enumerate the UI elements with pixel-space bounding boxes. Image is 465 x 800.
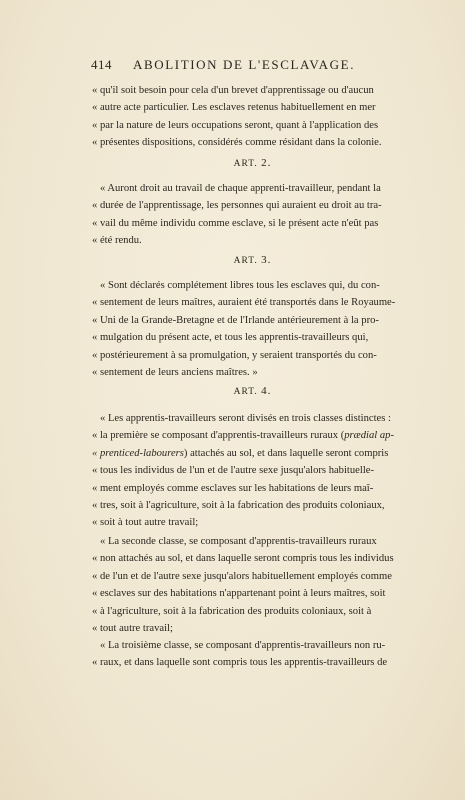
article-heading-4 <box>0 385 465 397</box>
text-line: « tout autre travail; <box>92 622 173 634</box>
text-line: « de l'un et de l'autre sexe jusqu'alors habituellement employés comme <box>92 570 392 582</box>
article-number: 3. <box>261 254 272 266</box>
text-line: « ment employés comme esclaves sur les habitations de leurs maî- <box>92 482 374 494</box>
text-line: « Les apprentis-travailleurs seront divisés en trois classes distinctes : <box>100 413 391 424</box>
paragraph-continuation <box>92 82 442 152</box>
text-line: « été rendu. <box>92 235 142 247</box>
text-line: « vail du même individu comme esclave, si le présent acte n'eût pas <box>92 217 379 229</box>
text-line: « à l'agriculture, soit à la fabrication des produits coloniaux, soit à <box>92 605 372 617</box>
article-4-text <box>92 410 442 532</box>
article-heading-3 <box>0 254 465 266</box>
text-line: « postérieurement à sa promulgation, y seraient transportés du con- <box>92 349 377 361</box>
page-header <box>91 57 391 75</box>
article-number: 4. <box>261 385 272 397</box>
running-title: ABOLITION DE L'ESCLAVAGE. <box>133 57 356 72</box>
text-line: « raux, et dans laquelle sont compris tous les apprentis-travailleurs de <box>92 657 388 669</box>
article-heading-2 <box>0 157 465 169</box>
text-line: « Auront droit au travail de chaque apprenti-travailleur, pendant la <box>100 183 381 194</box>
article-label: ART. <box>233 256 258 266</box>
text-line: « autre acte particulier. Les esclaves retenus habituellement en mer <box>92 102 376 114</box>
text-line: « Uni de la Grande-Bretagne et de l'Irlande antérieurement à la pro- <box>92 314 379 326</box>
text-line: « sentement de leurs anciens maîtres. » <box>92 366 258 378</box>
text-line: « non attachés au sol, et dans laquelle seront compris tous les individus <box>92 553 394 565</box>
text-line: « la première se composant d'apprentis-travailleurs ruraux (prædial ap- <box>92 430 394 442</box>
article-label: ART. <box>233 387 258 397</box>
article-2-text <box>92 180 442 250</box>
text-line: « tres, soit à l'agriculture, soit à la fabrication des produits coloniaux, <box>92 499 385 511</box>
text-line: « qu'il soit besoin pour cela d'un brevet d'apprentissage ou d'aucun <box>92 85 374 96</box>
third-class-paragraph <box>92 637 442 672</box>
page-number: 414 <box>91 57 112 72</box>
text-line: « La troisième classe, se composant d'apprentis-travailleurs non ru- <box>100 640 386 651</box>
text-line: « soit à tout autre travail; <box>92 517 199 529</box>
text-line: « La seconde classe, se composant d'apprentis-travailleurs ruraux <box>100 536 377 547</box>
second-class-paragraph <box>92 533 442 637</box>
italic-term: « prenticed-labourers <box>92 447 184 459</box>
italic-term: prædial ap- <box>344 430 394 442</box>
text-line: « prenticed-labourers) attachés au sol, et dans laquelle seront compris <box>92 447 389 459</box>
text-line: « tous les individus de l'un et de l'autre sexe jusqu'alors habituelle- <box>92 465 374 477</box>
text-line: « Sont déclarés complétement libres tous les esclaves qui, du con- <box>100 280 380 291</box>
text-line: « sentement de leurs maîtres, auraient été transportés dans le Royaume- <box>92 297 396 309</box>
text-line: « durée de l'apprentissage, les personnes qui auraient eu droit au tra- <box>92 200 382 212</box>
article-number: 2. <box>261 157 272 169</box>
text-line: « présentes dispositions, considérés comme résidant dans la colonie. <box>92 137 382 149</box>
text-line: « esclaves sur des habitations n'appartenant point à leurs maîtres, soit <box>92 588 386 600</box>
text-line: « par la nature de leurs occupations seront, quant à l'application des <box>92 119 379 131</box>
article-3-text <box>92 277 442 381</box>
text-line: « mulgation du présent acte, et tous les apprentis-travailleurs qui, <box>92 332 369 344</box>
article-label: ART. <box>233 159 258 169</box>
